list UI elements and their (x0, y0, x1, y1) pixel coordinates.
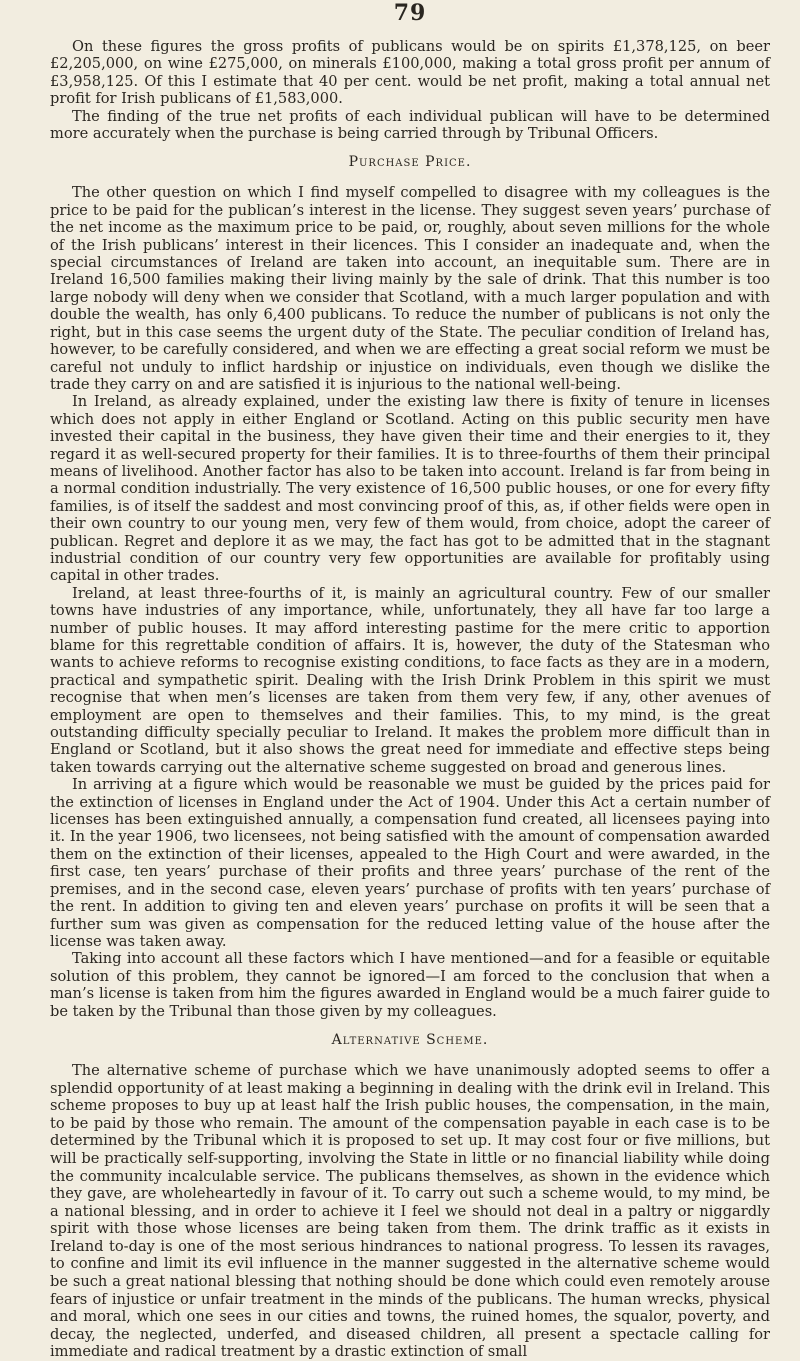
page-number: 79 (393, 0, 427, 26)
purchase-price-section (50, 184, 770, 1020)
paragraph-net-profits: The finding of the true net profits of each individual publican will have to be determined more accurately when the purchase is being carried through by Tribunal Officers. (50, 107, 770, 143)
intro-section (50, 38, 770, 142)
paragraph-price-question: The other question on which I find myself compelled to disagree with my colleagues is the price to be paid for the publican’s interest in the license. They suggest seven years’ purchase of the net income as the maximum price to be paid, or, roughly, about seven millions for the whole of the Irish publicans’ interest in their licences. This I consider an inadequate and, when the special circumstances of Ireland are taken into account, an inequitable sum. There are in Ireland 16,500 families making their living mainly by the sale of drink. That this number is too large nobody will deny when we consider that Scotland, with a much larger population and with double the wealth, has only 6,400 publicans. To reduce the number of publicans is not only the right, but in this case seems the urgent duty of the State. The peculiar condition of Ireland has, however, to be carefully considered, and when we are effecting a great social reform we must be careful not unduly to inflict hardship or injustice on individuals, even though we dislike the trade they carry on and are satisfied it is injurious to the national well-being. (50, 184, 770, 393)
paragraph-conclusion: Taking into account all these factors which I have mentioned—and for a feasible or equitable solution of this problem, they cannot be ignored—I am forced to the conclusion that when a man’s license is taken from him the figures awarded in England would be a much fairer guide to be taken by the Tribunal than those given by my colleagues. (50, 950, 770, 1020)
heading-purchase-price: Purchase Price. (348, 154, 472, 171)
paragraph-fixity-of-tenure: In Ireland, as already explained, under the existing law there is fixity of tenure in licenses which does not apply in either England or Scotland. Acting on this public security men have invested their capital in the business, they have given their time and their energies to it, they regard it as well-secured property for their families. It is to three-fourths of them their principal means of livelihood. Another factor has also to be taken into account. Ireland is far from being in a normal condition industrially. The very existence of 16,500 public houses, or one for every fifty families, is of itself the saddest and most convincing proof of this, as, if other fields were open in their own country to our young men, very few of them would, from choice, adopt the career of publican. Regret and deplore it as we may, the fact has got to be admitted that in the stagnant industrial condition of our country very few opportunities are available for profitably using capital in other trades. (50, 393, 770, 585)
alternative-scheme-section (50, 1062, 770, 1361)
paragraph-gross-profits: On these figures the gross profits of publicans would be on spirits £1,378,125, on beer £2,205,000, on wine £275,000, on minerals £100,000, making a total gross profit per annum of £3,958,125. Of this I estimate that 40 per cent. would be net profit, making a total annual net profit for Irish publicans of £1,583,000. (50, 38, 770, 108)
paragraph-alternative-scheme: The alternative scheme of purchase which we have unanimously adopted seems to offer a splendid opportunity of at least making a beginning in dealing with the drink evil in Ireland. This scheme proposes to buy up at least half the Irish public houses, the compensation, in the main, to be paid by those who remain. The amount of the compensation payable in each case is to be determined by the Tribunal which it is proposed to set up. It may cost four or five millions, but will be practically self-supporting, involving the State in little or no financial liability while doing the community incalculable service. The publicans themselves, as shown in the evidence which they gave, are wholeheartedly in favour of it. To carry out such a scheme would, to my mind, be a national blessing, and in order to achieve it I feel we should not deal in a paltry or niggardly spirit with those whose licenses are being taken from them. The drink traffic as it exists in Ireland to-day is one of the most serious hindrances to national progress. To lessen its ravages, to confine and limit its evil influence in the manner suggested in the alternative scheme would be such a great national blessing that nothing should be done which could even remotely arouse fears of injustice or unfair treatment in the minds of the publicans. The human wrecks, physical and moral, which one sees in our cities and towns, the ruined homes, the squalor, poverty, and decay, the neglected, underfed, and diseased children, all present a spectacle calling for immediate and radical treatment by a drastic extinction of small (50, 1061, 770, 1361)
paragraph-agricultural-country: Ireland, at least three-fourths of it, is mainly an agricultural country. Few of our smaller towns have industries of any importance, while, unfortunately, they all have far too large a number of public houses. It may afford interesting pastime for the mere critic to apportion blame for this regrettable condition of affairs. It is, however, the duty of the Statesman who wants to achieve reforms to recognise existing conditions, to face facts as they are in a modern, practical and sympathetic spirit. Dealing with the Irish Drink Problem in this spirit we must recognise that when men’s licenses are taken from them very few, if any, other avenues of employment are open to themselves and their families. This, to my mind, is the great outstanding difficulty specially peculiar to Ireland. It makes the problem more difficult than in England or Scotland, but it also shows the great need for immediate and effective steps being taken towards carrying out the alternative scheme suggested on broad and generous lines. (50, 584, 770, 776)
paragraph-england-precedent: In arriving at a figure which would be reasonable we must be guided by the prices paid for the extinction of licenses in England under the Act of 1904. Under this Act a certain number of licenses has been extinguished annually, a compensation fund created, all licensees paying into it. In the year 1906, two licensees, not being satisfied with the amount of compensation awarded them on the extinction of their licenses, appealed to the High Court and were awarded, in the first case, ten years’ purchase of their profits and three years’ purchase of the rent of the premises, and in the second case, eleven years’ purchase of profits with ten years’ purchase of the rent. In addition to giving ten and eleven years’ purchase on profits it will be seen that a further sum was given as compensation for the reduced letting value of the house after the license was taken away. (50, 776, 770, 950)
heading-alternative-scheme: Alternative Scheme. (331, 1031, 489, 1048)
